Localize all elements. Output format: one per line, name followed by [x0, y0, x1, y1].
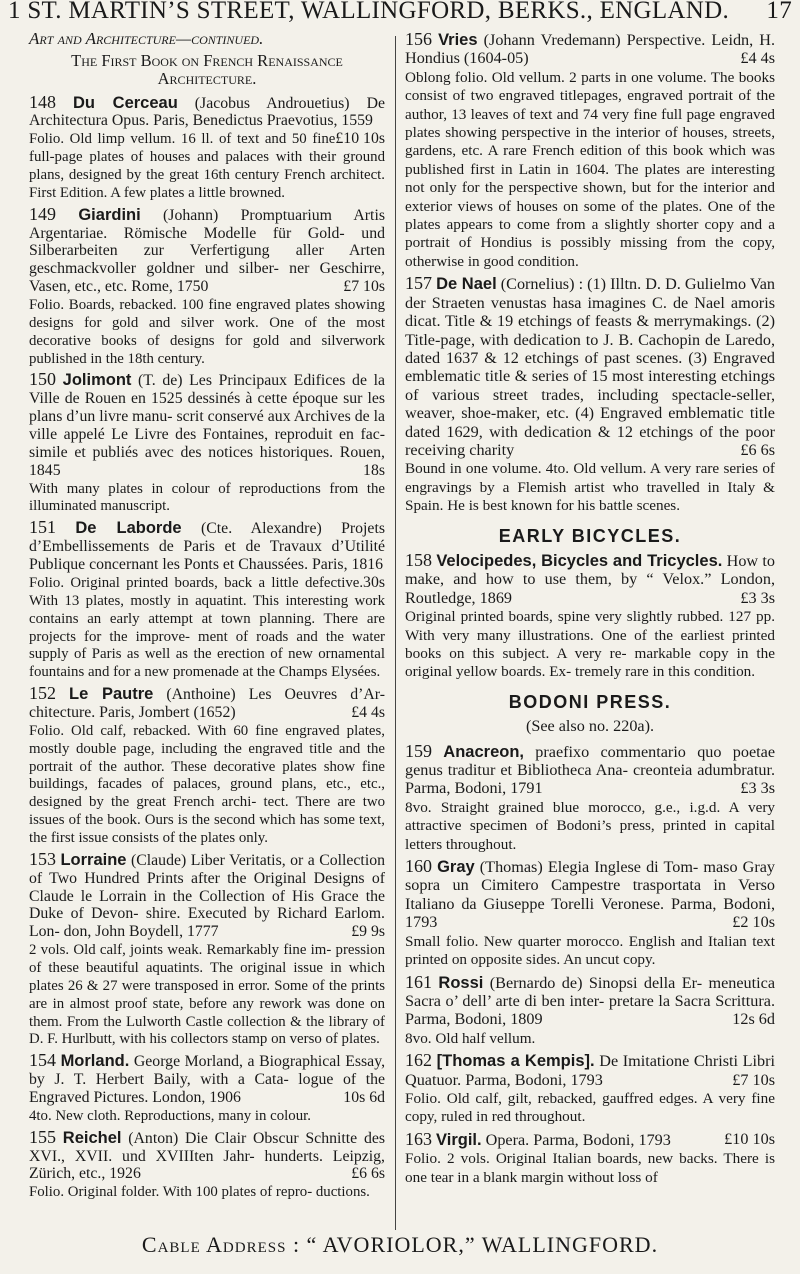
right-entries-a [405, 30, 775, 515]
entry-number: 150 [29, 369, 56, 390]
entry-price: 12s 6d [732, 1010, 775, 1029]
entry-title: (Thomas) Elegia Inglese di Tom- maso Gray sopra un Cimitero Campestre trasportata in Verso Italiano da Giuseppe Torelli Veronese. Parma, Bodoni, 1793 [405, 858, 776, 932]
entry-title: praefixo commentario quo poetae genus traditur et Bibliotheca Ana- creonteia adumbratur. Parma, Bodoni, 1791 [405, 742, 776, 798]
entry-description: Bound in one volume. 4to. Old vellum. A very rare series of engravings by a Flemish artist who travelled in Italy & Spain. He is best known for his battle scenes. [405, 460, 775, 515]
right-column [405, 30, 775, 1190]
entry-number: 160 [405, 856, 432, 877]
column-divider [395, 36, 396, 1230]
page-header [0, 0, 800, 30]
entry-title: (T. de) Les Principaux Edifices de la Ville de Rouen en 1525 dessinés à cette époque sur les plans d’un livre manu- scrit conservé aux Archives de la ville appelé Le Livre des Fontaines, reproduit en fac- simile et publiés avec des notices historiques. Rouen, 1845 [29, 372, 386, 479]
entry-number: 159 [405, 740, 432, 761]
entry-title: George Morland, a Biographical Essay, by J. T. Herbert Baily, with a Cata- logue of the Engraved Pictures. London, 1906 [29, 1053, 386, 1106]
entry-title: Opera. Parma, Bodoni, 1793 [485, 1130, 671, 1149]
catalogue-entry [29, 685, 385, 847]
entry-description: Folio. Original printed boards, back a little defective. With 13 plates, mostly in aquatint. This interesting work contains an early attempt at town planning. There are projects for the improve- ment of roads and the water supply of Paris as well as the erection of new ornamental fountains and for a new promenade at the Champs Elysées. [29, 574, 385, 681]
entry-author: Morland. [60, 1052, 130, 1071]
catalogue-entry [29, 519, 385, 681]
entry-title: (Anton) Die Clair Obscur Schnitte des XVI., XVII. und XVIIIten Jahr- hunderts. Leipzig, Zürich, etc., 1926 [29, 1129, 386, 1183]
entry-number: 153 [29, 848, 56, 869]
catalogue-entry [29, 848, 386, 1048]
right-entries-c [405, 742, 775, 1186]
entry-number: 158 [405, 549, 432, 570]
entry-description: Folio. Old calf, rebacked. With 60 fine engraved plates, mostly double page, including the engraved title and the portrait of the author. These decorative plates show fine buildings, facades of palaces, ground plans, etc., etc., designed by the great French archi- tect. There are two issues of the book. Ours is the second which has some text, the first issue consists of the plates only. [29, 722, 385, 846]
catalogue-entry [29, 371, 385, 515]
left-entries [29, 91, 386, 1202]
catalogue-entry [29, 1052, 385, 1124]
entry-author: Anacreon, [443, 742, 524, 761]
entry-price: £4 4s [351, 703, 385, 721]
catalogue-entry [405, 742, 775, 853]
entry-price: £6 6s [351, 1165, 385, 1183]
entry-price: £10 10s [724, 1129, 775, 1148]
entry-price: £2 10s [732, 913, 775, 932]
entry-price: £7 10s [343, 278, 385, 296]
entry-title: (Johann Vredemann) Perspective. Leidn, H. Hondius (1604-05) [405, 31, 776, 68]
entry-author: De Nael [436, 275, 497, 294]
right-entries-b [405, 551, 775, 681]
entry-price: 10s 6d [343, 1088, 385, 1106]
entry-number: 161 [405, 971, 432, 992]
entry-price: 30s [363, 573, 385, 591]
entry-number: 156 [405, 29, 432, 49]
section-subheading: The First Book on French Renaissance Architecture. [71, 50, 343, 88]
entry-price: £3 3s [740, 779, 775, 798]
entry-number: 163 [405, 1128, 432, 1149]
header-address: 1 ST. MARTIN’S STREET, WALLINGFORD, BERKS., ENGLAND. [8, 0, 730, 24]
entry-title: How to make, and how to use them, by “ Velox.” London, Routledge, 1869 [405, 551, 776, 607]
entry-description: Oblong folio. Old vellum. 2 parts in one volume. The books consist of two engraved titlepages, engraved portrait of the author, 13 leaves of text and 74 very fine full page engraved plates showing perspective in the interior of houses, streets, gardens, etc. A rare French edition of this book which was published first in Latin in 1604. The plates are interesting not only for the perspective shown, but for the interior and exterior views of houses on some of the plates. One of the plates appears to come from a slightly shorter copy and a portrait of Hondius is possibly missing from the copy, otherwise in good condition. [405, 68, 775, 270]
entry-description: Original printed boards, spine very slightly rubbed. 127 pp. With very many illustrations. One of the earliest printed books on this subject. A very re- markable copy in the original yellow boards. Ex- tremely rare in this condition. [405, 608, 775, 681]
entry-description: Folio. Old limp vellum. 16 ll. of text and 50 fine full-page plates of houses and palaces with their ground plans, designed by the great 16th century French architect. First Edition. A few plates a little browned. [29, 131, 385, 201]
entry-price: £4 4s [740, 49, 775, 68]
entry-title: (Bernardo de) Sinopsi della Er- meneutica Sacra o’ dell’ arte di ben inter- pretare la Sacra Scrittura. Parma, Bodoni, 1809 [405, 973, 776, 1029]
catalogue-entry [29, 91, 385, 202]
catalogue-entry [405, 274, 775, 514]
entry-title: De Imitatione Christi Libri Quatuor. Parma, Bodoni, 1793 [405, 1052, 776, 1089]
entry-author: Giardini [78, 205, 141, 224]
page-number: 17 [766, 0, 792, 24]
catalogue-entry [405, 30, 775, 270]
catalogue-entry [405, 857, 775, 968]
entry-author: Velocipedes, Bicycles and Tricycles. [436, 551, 723, 570]
cable-address-footer: Cable Address : “ AVORIOLOR,” WALLINGFORD. [141, 1232, 659, 1257]
entry-price: £6 6s [740, 440, 775, 459]
bodoni-press-heading: BODONI PRESS. [508, 691, 672, 712]
catalogue-entry [29, 1126, 386, 1201]
entry-author: Rossi [438, 973, 484, 992]
entry-number: 152 [29, 683, 56, 704]
entry-description: Small folio. New quarter morocco. English and Italian text printed on opposite sides. An uncut copy. [405, 932, 775, 969]
entry-title: (Claude) Liber Veritatis, or a Collection of Two Hundred Prints after the Original Designs of Claude le Lorrain in the Collection of His Grace the Duke of Devon- shire. Executed by Richard Earlom. Lon- don, John Boydell, 1777 [29, 851, 386, 941]
catalogue-entry [405, 1051, 775, 1126]
entry-description: 8vo. Old half vellum. [405, 1029, 536, 1047]
entry-description: With many plates in colour of reproductions from the illuminated manuscript. [29, 480, 385, 515]
bodoni-see-also-note: (See also no. 220a). [525, 717, 655, 736]
entry-title: (Anthoine) Les Oeuvres d’Ar- chitecture. Paris, Jombert (1652) [29, 686, 386, 721]
catalogue-entry [405, 1130, 775, 1186]
entry-author: Du Cerceau [73, 93, 178, 112]
left-column [29, 30, 385, 1205]
entry-description: 2 vols. Old calf, joints weak. Remarkably fine im- pression of these beautiful aquatints. The original issue in which plates 26 & 27 were transposed in error. Some of the prints are in almost proof state, before any rework was done on them. From the Lulworth Castle collection & the library of D. F. Hurlbutt, with his collectors stamp on verso of plates. [29, 942, 385, 1048]
catalogue-entry [29, 203, 385, 368]
entry-author: Le Pautre [69, 685, 154, 704]
entry-author: De Laborde [75, 519, 182, 538]
entry-description: Folio. Original folder. With 100 plates of repro- ductions. [29, 1184, 370, 1201]
entry-price: 18s [363, 461, 385, 479]
entry-price: £7 10s [732, 1070, 775, 1089]
entry-number: 155 [29, 1126, 56, 1147]
entry-author: Vries [438, 31, 478, 49]
entry-author: Virgil. [436, 1130, 482, 1149]
section-continued-heading: Art and Architecture—continued. [29, 29, 264, 48]
entry-author: [Thomas a Kempis]. [436, 1052, 595, 1071]
entry-number: 149 [29, 203, 56, 224]
entry-number: 157 [405, 273, 432, 294]
entry-price: £10 10s [335, 130, 385, 148]
entry-description: Folio. Boards, rebacked. 100 fine engraved plates showing designs for gold and silver work. One of the most decorative books of designs for gold and silverwork published in the 18th century. [29, 297, 385, 367]
entry-author: Reichel [62, 1128, 122, 1147]
entry-description: Folio. Old calf, gilt, rebacked, gauffred edges. A very fine copy, ruled in red throughout. [405, 1089, 775, 1126]
entry-description: Folio. 2 vols. Original Italian boards, new backs. There is one tear in a blank margin without loss of [405, 1150, 775, 1186]
entry-title: (Jacobus Androuetius) De Architectura Opus. Paris, Benedictus Praevotius, 1559 [29, 94, 385, 130]
entry-title: (Johann) Promptuarium Artis Argentariae. Römische Modelle für Gold- und Silberarbeiten zur Verfertigung aller Arten geschmackvoller goldner und silber- ner Geschirre, Vasen, etc., etc. Rome, 1750 [29, 206, 385, 296]
entry-number: 151 [29, 517, 56, 538]
early-bicycles-heading: EARLY BICYCLES. [498, 525, 682, 546]
entry-number: 148 [29, 91, 56, 112]
entry-price: £9 9s [351, 923, 385, 941]
entry-author: Jolimont [62, 371, 132, 390]
entry-number: 154 [29, 1050, 56, 1071]
entry-price: £3 3s [740, 588, 775, 607]
catalogue-entry [405, 973, 775, 1048]
entry-author: Gray [437, 858, 475, 877]
catalogue-entry [405, 551, 775, 681]
entry-number: 162 [405, 1050, 432, 1071]
entry-description: 8vo. Straight grained blue morocco, g.e., i.g.d. A very attractive specimen of Bodoni’s press, printed in capital letters throughout. [405, 798, 775, 853]
entry-title: (Cornelius) : (1) Illtn. D. D. Gulielmo Van der Straeten venustas hasa imagines C. de Nael amoris dicat. Title & 19 etchings of feasts & merrymakings. (2) Title-page, with dedication to J. B. Cachopin de Laredo, dated 1637 & 12 etchings of past scenes. (3) Engraved emblematic title & series of 15 most interesting etchings of various street trades, including spectacle-seller, weaver, shoe-maker, etc. (4) Engraved emblematic title dated 1629, with dedication & 12 etchings of the poor receiving charity [405, 275, 776, 459]
entry-description: 4to. New cloth. Reproductions, many in colour. [29, 1107, 311, 1124]
entry-title: (Cte. Alexandre) Projets d’Embellissements de Paris et de Travaux d’Utilité Publique concernant les Ponts et Chaussées. Paris, 1816 [29, 520, 385, 574]
entry-author: Lorraine [60, 850, 127, 869]
